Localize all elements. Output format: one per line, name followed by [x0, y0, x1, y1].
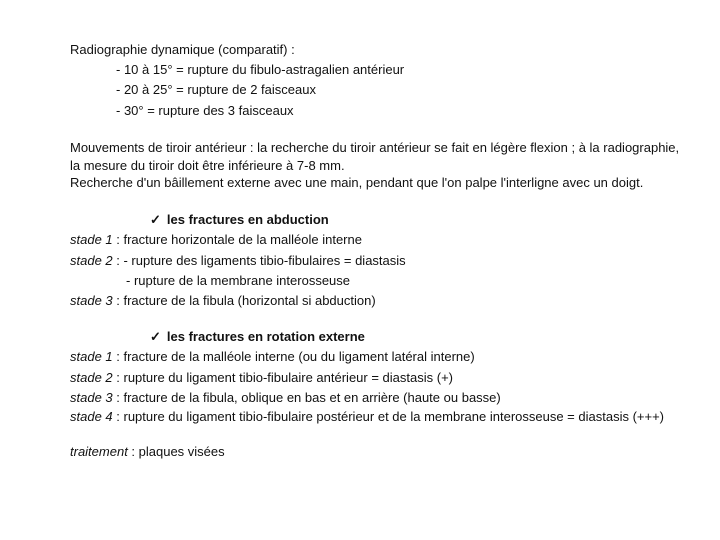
radiographie-item: - 30° = rupture des 3 faisceaux	[116, 102, 294, 118]
radiographie-item: - 10 à 15° = rupture du fibulo-astragalien antérieur	[116, 62, 405, 78]
stade-label: stade 3	[70, 293, 113, 309]
spacer	[70, 121, 682, 139]
abduction-stade	[70, 291, 682, 311]
stade-text: : fracture horizontale de la malléole interne	[112, 232, 362, 248]
stade-text: : - rupture des ligaments tibio-fibulaires = diastasis	[112, 252, 406, 268]
abduction-stade	[70, 251, 682, 271]
rotation-stade	[70, 408, 682, 426]
radiographie-title: Radiographie dynamique (comparatif) :	[70, 42, 295, 57]
document-page	[70, 40, 682, 462]
abduction-heading	[70, 210, 682, 230]
spacer	[70, 192, 682, 210]
rotation-heading	[70, 327, 682, 347]
abduction-stade	[70, 230, 682, 250]
radiographie-item: - 20 à 25° = rupture de 2 faisceaux	[116, 82, 316, 98]
abduction-stade-continuation: - rupture de la membrane interosseuse	[126, 272, 351, 288]
traitement-label: traitement	[70, 443, 128, 459]
spacer	[70, 311, 682, 327]
check-icon: ✓	[150, 329, 161, 345]
stade-label: stade 2	[70, 369, 113, 385]
stade-label: stade 4	[70, 409, 113, 425]
stade-label: stade 3	[70, 389, 113, 405]
stade-label: stade 1	[70, 232, 113, 248]
stade-text: : fracture de la malléole interne (ou du ligament latéral interne)	[112, 349, 475, 365]
rotation-heading-text: les fractures en rotation externe	[166, 329, 365, 345]
traitement-text: : plaques visées	[127, 443, 225, 459]
baillement-paragraph: Recherche d'un bâillement externe avec une main, pendant que l'on palpe l'interligne avec un doigt.	[70, 175, 644, 191]
traitement-line	[70, 442, 682, 462]
stade-text: : rupture du ligament tibio-fibulaire postérieur et de la membrane interosseuse = diastasis (+++)	[112, 409, 665, 425]
stade-text: : rupture du ligament tibio-fibulaire antérieur = diastasis (+)	[112, 369, 453, 385]
stade-text: : fracture de la fibula (horizontal si abduction)	[112, 293, 376, 309]
rotation-stade	[70, 347, 682, 367]
abduction-heading-text: les fractures en abduction	[166, 212, 329, 228]
stade-label: stade 2	[70, 252, 113, 268]
spacer	[70, 426, 682, 442]
stade-label: stade 1	[70, 349, 113, 365]
rotation-stade	[70, 368, 682, 388]
rotation-stade	[70, 388, 682, 408]
tiroir-paragraph: Mouvements de tiroir antérieur : la recherche du tiroir antérieur se fait en légère flexion ; à la radiographie, la mesure du tiroir doit être inférieure à 7-8 mm.	[70, 139, 680, 173]
stade-text: : fracture de la fibula, oblique en bas et en arrière (haute ou basse)	[112, 389, 501, 405]
check-icon: ✓	[150, 212, 161, 228]
